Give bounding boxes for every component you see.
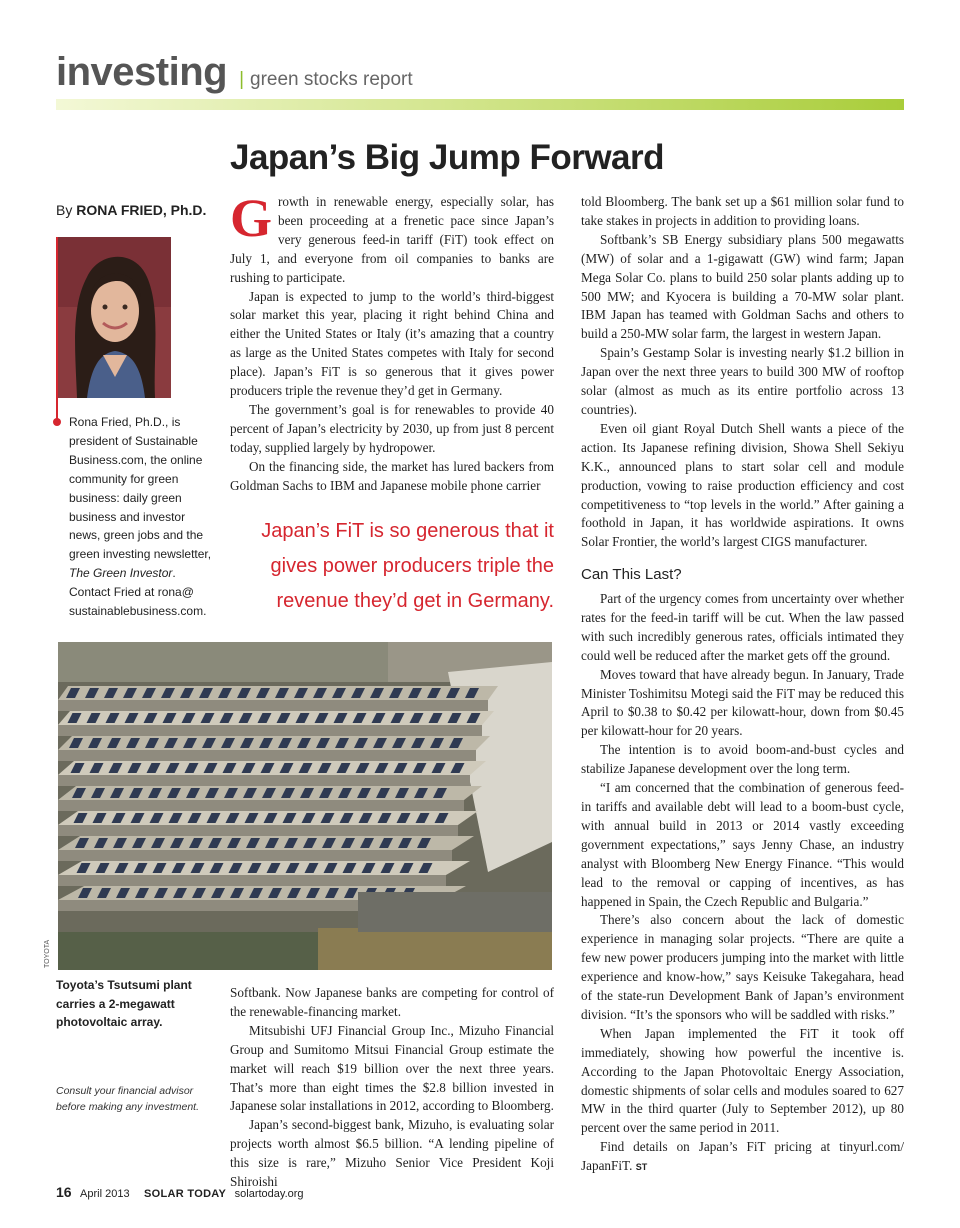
article-paragraph: Even oil giant Royal Dutch Shell wants a piece of the action. Its Japanese refining division, Showa Shell Sekiyu K.K., announced plans to start solar cell and module production, vowing to raise production efficiency and cost competitiveness to “top levels in the world.” After gaining a foothold in Japan, it has worldwide aspirations. It owns Solar Frontier, the world’s largest CIGS manufacturer. [581,420,904,550]
article-column-1 [230,188,554,496]
bio-accent-line [56,237,58,422]
page-number: 16 [56,1184,72,1200]
drop-cap: G [230,188,273,248]
article-column-3 [581,590,904,1177]
article-paragraph: When Japan implemented the FiT it took off immediately, showing how powerful the incentive is. According to the Japan Photovoltaic Energy Association, domestic shipments of solar cells and modules soared to 627 MW in the third quarter (July to September 2012), up 80 percent over the same period in 2011. [581,1025,904,1136]
article-paragraph: Japan is expected to jump to the world’s third-biggest solar market this year, placing it right behind China and either the United States or Italy (it’s amazing that a country as large as the United States competes with Italy for second place). Japan’s FiT is so generous that it gives power producers triple the revenue they’d get in Germany. [230,288,554,399]
pull-quote: Japan’s FiT is so generous that it gives power producers triple the revenue they’d get in Germany. [261,520,554,612]
article-paragraph: Softbank. Now Japanese banks are competing for control of the renewable-financing market. [230,985,554,1019]
article-paragraph: Mitsubishi UFJ Financial Group Inc., Mizuho Financial Group and Sumitomo Mitsui Financial Group estimate the market will reach $19 billion over the next three years. That’s more than eight times the $2.8 billion invested in Japanese solar installations in 2012, according to Bloomberg. [230,1022,554,1114]
article-paragraph: The intention is to avoid boom-and-bust cycles and stabilize Japanese development over the long term. [581,742,904,777]
section-subhead: Can This Last? [581,566,682,583]
photo-caption: Toyota’s Tsutsumi plant carries a 2-megawatt photovoltaic array. [56,978,192,1029]
article-headline: Japan’s Big Jump Forward [230,138,665,177]
article-paragraph: Find details on Japan’s FiT pricing at tinyurl.com/ JapanFiT. ST [581,1139,904,1174]
article-paragraph: Spain’s Gestamp Solar is investing nearly $1.2 billion in Japan over the next three years to build 300 MW of rooftop solar (almost as much as its entire portfolio across 13 countries). [581,345,904,417]
article-paragraph: There’s also concern about the lack of domestic experience in managing solar projects. “There are quite a few new power producers jumping into the market with little experience and know-how,” says Keisuke Takegahara, head of the state-run Development Bank of Japan’s environment division. “It’s the sponsors who will be saddled with risks.” [581,912,904,1022]
article-paragraph: “I am concerned that the combination of generous feed-in tariffs and available debt will lead to a boom-bust cycle, with annual build in 2013 or 2014 vastly exceeding government expectations,” says Jenny Chase, an industry analyst with Bloomberg New Energy Finance. “This would lead to the removal or capping of incentives, as has happened in Spain, the Czech Republic and Bulgaria.” [581,780,904,909]
article-paragraph: The government’s goal is for renewables to provide 40 percent of Japan’s electricity by 2030, up from just 8 percent today, supplied largely by hydropower. [230,401,554,455]
page-footer [56,1184,304,1202]
article-paragraph: Softbank’s SB Energy subsidiary plans 500 megawatts (MW) of solar and a 1-gigawatt (GW) wind farm; Japan Mega Solar Co. plans to build 250 solar plants adding up to 500 MW; and Kyocera is building a 70-MW solar plant. IBM Japan has teamed with Goldman Sachs and others to build a 250-MW solar farm, the largest in western Japan. [581,231,904,342]
section-header [56,50,413,95]
author-photo [57,237,171,398]
author-bio [69,413,219,621]
byline-author: RONA FRIED, Ph.D. [76,202,207,218]
bio-accent-dot [53,418,61,426]
article-column-2 [581,193,904,552]
bio-contact: . Contact Fried at rona@ sustainablebusiness.com. [69,566,207,619]
magazine-url: solartoday.org [234,1188,304,1200]
article-paragraph: Growth in renewable energy, especially solar, has been proceeding at a frenetic pace since Japan’s very generous feed-in tariff (FiT) took effect on July 1, and everyone from oil companies to banks are rushing to participate. [230,188,554,285]
section-title: investing [56,50,228,94]
magazine-name: SOLAR TODAY [144,1188,227,1200]
article-paragraph: Part of the urgency comes from uncertainty over whether rates for the feed-in tariff will be cut. When the law passed with such incredibly generous rates, officials intimated they could well be reduced after the market gets off the ground. [581,591,904,663]
article-column-1-continued [230,984,554,1192]
bio-text: Rona Fried, Ph.D., is president of Sustainable Business.com, the online community for green business: daily green business and investor news, green jobs and the green investing newsletter, [69,415,212,562]
article-paragraph: On the financing side, the market has lured backers from Goldman Sachs to IBM and Japanese mobile phone carrier [230,458,554,493]
investment-disclaimer: Consult your financial advisor before making any investment. [56,1085,199,1113]
solar-plant-photo [58,642,552,970]
byline [56,202,206,218]
section-subtitle: green stocks report [250,69,413,90]
article-paragraph: told Bloomberg. The bank set up a $61 million solar fund to take stakes in projects in addition to providing loans. [581,194,904,228]
header-rule [56,99,904,110]
byline-prefix: By [56,202,73,218]
end-mark: ST [635,1162,648,1173]
article-paragraph: Japan’s second-biggest bank, Mizuho, is evaluating solar projects worth almost $6.5 billion. “A lending pipeline of this size is rare,” Mizuho Senior Vice President Koji Shiroishi [230,1117,554,1190]
bio-newsletter-title: The Green Investor [69,566,173,581]
section-separator: | [239,69,245,90]
article-paragraph: Moves toward that have already begun. In January, Trade Minister Toshimitsu Motegi said the FiT may be reduced this April to $0.38 to $0.42 per kilowatt-hour, down from $0.45 per kilowatt-hour for 20 years. [581,666,904,739]
photo-credit: TOYOTA [44,939,51,968]
issue-date: April 2013 [80,1188,130,1200]
